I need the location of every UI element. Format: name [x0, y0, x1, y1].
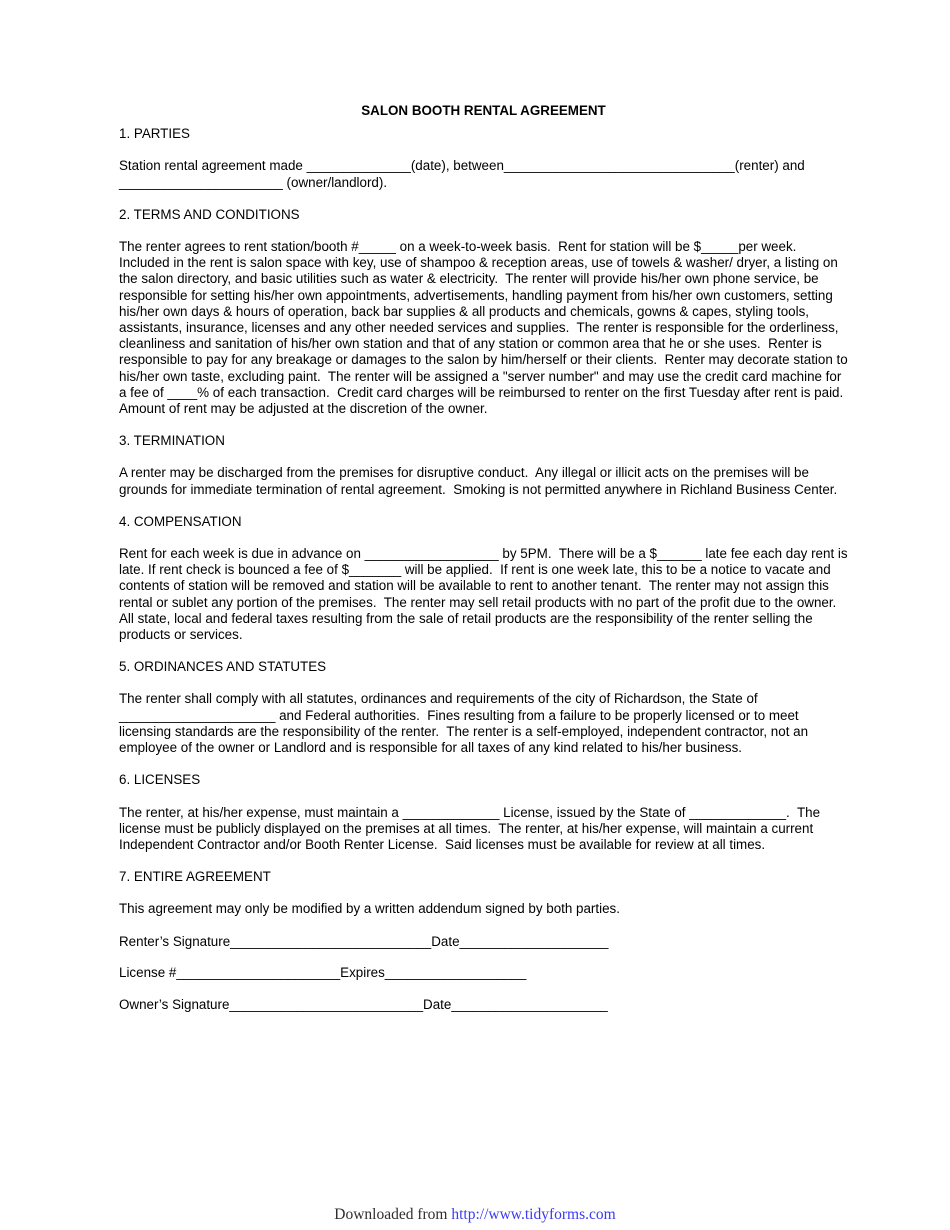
footer-prefix-text: Downloaded from	[334, 1206, 452, 1223]
section-heading-entire-agreement: 7. ENTIRE AGREEMENT	[119, 869, 271, 885]
section-body-termination: A renter may be discharged from the premises for disruptive conduct. Any illegal or illicit acts on the premises will be grounds for immediate termination of rental agreement. Smoking is not permitted anywhere in Richland Business Center.	[119, 465, 838, 497]
section-body-compensation: Rent for each week is due in advance on __________________ by 5PM. There will be a $______ late fee each day rent is late. If rent check is bounced a fee of $_______ will be applied. If rent is one week late, this to be a notice to vacate and contents of station will be removed and station will be available to rent to another tenant. The renter may not assign this rental or sublet any portion of the premises. The renter may sell retail products with no part of the profit due to the owner. All state, local and federal taxes resulting from the sale of retail products are the responsibility of the renter selling the products or services.	[119, 546, 852, 643]
section-body-entire-agreement: This agreement may only be modified by a written addendum signed by both parties.	[119, 901, 620, 917]
section-compensation	[119, 513, 852, 643]
tidyforms-link[interactable]: http://www.tidyforms.com	[451, 1206, 616, 1223]
section-termination	[119, 433, 848, 498]
section-heading-terms-and-conditions: 2. TERMS AND CONDITIONS	[119, 206, 300, 222]
section-body-ordinances-and-statutes: The renter shall comply with all statutes, ordinances and requirements of the city of Richardson, the State of _____________________ and Federal authorities. Fines resulting from a failure to be properly licensed or to meet licensing standards are the responsibility of the renter. The renter is a self-employed, independent contractor, not an employee of the owner or Landlord and is responsible for all taxes of any kind related to his/her business.	[119, 691, 812, 756]
section-parties	[119, 126, 848, 191]
section-terms-and-conditions	[119, 206, 852, 417]
section-body-terms-and-conditions: The renter agrees to rent station/booth #_____ on a week-to-week basis. Rent for station will be $_____per week. Included in the rent is salon space with key, use of shampoo & reception areas, use of towels & washer/ dryer, a listing on the salon directory, and basic utilities such as water & electricity. The renter will provide his/her own phone service, be responsible for setting his/her own appointments, advertisements, handling payment from his/her own customers, setting his/her own days & hours of operation, back bar supplies & all products and chemicals, gowns & capes, styling tools, assistants, insurance, licenses and any other needed services and supplies. The renter is responsible for the orderliness, cleanliness and sanitation of his/her own station and that of any station or common area that he or she uses. Renter is responsible to pay for any breakage or damages to the salon by him/herself or their clients. Renter may decorate station to his/her own taste, excluding paint. The renter will be assigned a "server number" and may use the credit card machine for a fee of ____% of each transaction. Credit card charges will be reimbursed to renter on the first Tuesday after rent is paid. Amount of rent may be adjusted at the discretion of the owner.	[119, 239, 852, 417]
section-ordinances-and-statutes	[119, 659, 848, 756]
owner-signature-line: Owner’s Signature__________________________Date_____________________	[119, 996, 608, 1012]
section-licenses	[119, 772, 848, 853]
section-body-parties: Station rental agreement made ______________(date), between_______________________________(renter) and ______________________ (owner/landlord).	[119, 158, 809, 190]
signature-block	[119, 934, 848, 1014]
section-entire-agreement	[119, 869, 848, 917]
renter-signature-line: Renter’s Signature___________________________Date____________________	[119, 933, 609, 949]
document-title: SALON BOOTH RENTAL AGREEMENT	[361, 103, 606, 118]
section-heading-compensation: 4. COMPENSATION	[119, 513, 242, 529]
license-expires-line: License #______________________Expires___________________	[119, 965, 527, 981]
section-heading-parties: 1. PARTIES	[119, 126, 190, 142]
section-body-licenses: The renter, at his/her expense, must maintain a _____________ License, issued by the State of _____________. The license must be publicly displayed on the premises at all times. The renter, at his/her expense, will maintain a current Independent Contractor and/or Booth Renter License. Said licenses must be available for review at all times.	[119, 804, 824, 852]
document-content	[119, 103, 852, 1029]
page-footer	[0, 1206, 950, 1224]
section-heading-termination: 3. TERMINATION	[119, 433, 225, 449]
section-heading-ordinances-and-statutes: 5. ORDINANCES AND STATUTES	[119, 659, 327, 675]
section-heading-licenses: 6. LICENSES	[119, 772, 201, 788]
